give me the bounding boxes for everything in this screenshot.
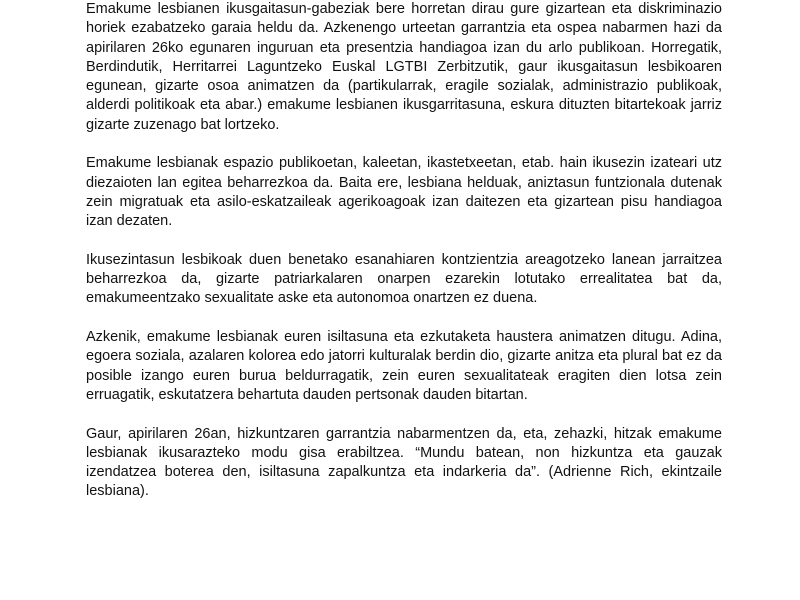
paragraph-3: Ikusezintasun lesbikoak duen benetako esanahiaren kontzientzia areagotzeko lanean jarraitzea beharrezkoa da, gizarte patriarkalaren onarpen ezarekin lotutako errealitatea bat da, emakumeentzako sexualitate aske eta autonomoa onartzen ez duena. [86, 251, 722, 307]
paragraph-4: Azkenik, emakume lesbianak euren isiltasuna eta ezkutaketa haustera animatzen ditugu. Adina, egoera soziala, azalaren kolorea edo jatorri kulturalak berdin dio, gizarte anitza eta plural bat ez da posible izango euren burua beldurragatik, zein euren sexualitateak eragiten dien lotsa zein erruagatik, eskutatzera behartuta dauden pertsonak dauden bitartan. [86, 329, 722, 403]
paragraph-1: Emakume lesbianen ikusgaitasun-gabeziak bere horretan dirau gure gizartean eta diskriminazio horiek ezabatzeko garaia heldu da. Azkenengo urteetan garrantzia eta ospea nabarmen hazi da apirilaren 26ko egunaren inguruan eta presentzia handiagoa izan du arlo publikoan. Horregatik, Berdindutik, Herritarrei Laguntzeko Euskal LGTBI Zerbitzutik, gaur ikusgaitasun lesbikoaren egunean, gizarte osoa animatzen da (partikularrak, eragile sozialak, administrazio publikoak, alderdi politikoak eta abar.) emakume lesbianen ikusgarritasuna, eskura dituzten bitartekoak jarriz gizarte zuzenago bat lortzeko. [86, 1, 722, 133]
document-page [86, 0, 722, 521]
paragraph-2: Emakume lesbianak espazio publikoetan, kaleetan, ikastetxeetan, etab. hain ikusezin izateari utz diezaioten lan egitea beharrezkoa da. Baita ere, lesbiana helduak, aniztasun funtzionala dutenak zein migratuak eta asilo-eskatzaileak agerikoagoak izan daitezen eta gizartean pisu handiagoa izan dezaten. [86, 155, 722, 230]
paragraph-5: Gaur, apirilaren 26an, hizkuntzaren garrantzia nabarmentzen da, eta, zehazki, hitzak emakume lesbianak ikusarazteko modu gisa erabiltzea. “Mundu batean, non hizkuntza eta gauzak izendatzea boterea den, isiltasuna zapalkuntza eta indarkeria da”. (Adrienne Rich, ekintzaile lesbiana). [86, 425, 722, 500]
